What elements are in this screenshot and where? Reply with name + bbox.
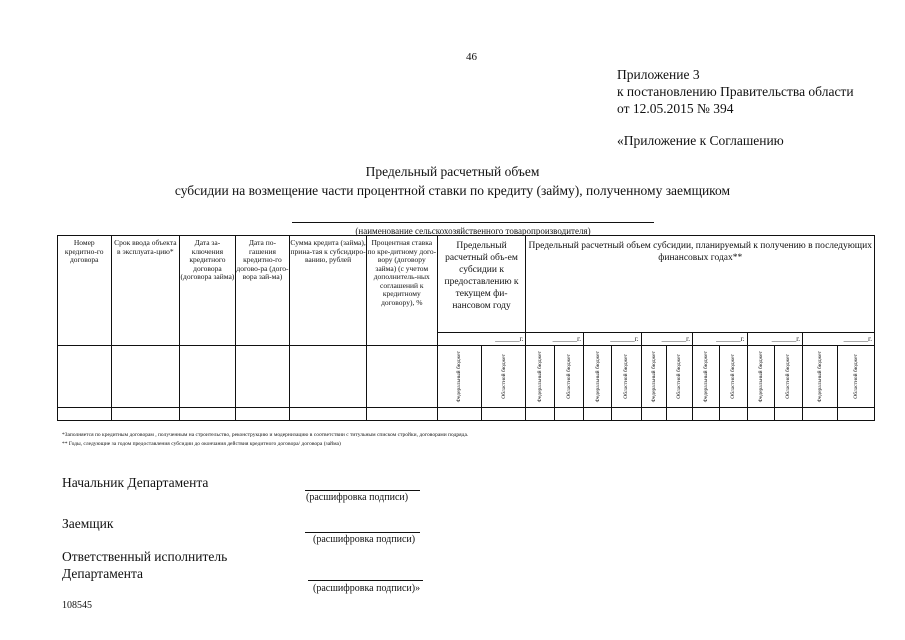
table-cell	[554, 408, 583, 421]
footnote-2: ** Годы, следующие за годом предоставления субсидии до окончания действия кредитного договора/ договора (займа)	[62, 441, 341, 447]
year-cell-5: _______г.	[747, 333, 803, 346]
federal-budget-label: Федеральный бюджет	[537, 350, 544, 403]
budget-regional-cell	[838, 346, 875, 408]
current-year-header: Предельный расчетный объ-ем субсидии к предоставлению к текущем фи-нансовом году	[437, 236, 526, 333]
budget-federal-cell	[747, 346, 774, 408]
table-cell	[290, 346, 367, 408]
regional-budget-label: Областной бюджет	[785, 354, 792, 399]
table-cell	[111, 408, 180, 421]
budget-regional-cell	[666, 346, 692, 408]
executor-line-2: Департамента	[62, 566, 144, 581]
year-cell-current: _______г.	[437, 333, 526, 346]
table-cell	[584, 408, 612, 421]
col-header-repayment-date: Дата по-гашения кредитно-го догово-ра (дого-вора зай-ма)	[235, 236, 290, 346]
regional-budget-label: Областной бюджет	[730, 354, 737, 399]
subsidy-table	[57, 235, 875, 421]
table-cell	[180, 346, 236, 408]
document-code: 108545	[62, 600, 92, 611]
table-cell	[803, 408, 838, 421]
signature-head-label: Начальник Департамента	[62, 475, 209, 490]
budget-regional-cell	[482, 346, 526, 408]
table-cell	[366, 346, 437, 408]
page-number: 46	[466, 51, 477, 63]
signature-executor-label	[62, 548, 227, 582]
table-cell	[235, 408, 290, 421]
col-header-conclusion-date: Дата за-ключения кредитного договора (договора займа)	[180, 236, 236, 346]
federal-budget-label: Федеральный бюджет	[817, 350, 824, 403]
federal-budget-label: Федеральный бюджет	[757, 350, 764, 403]
table-cell	[526, 408, 554, 421]
regional-budget-label: Областной бюджет	[500, 354, 507, 399]
table-cell	[747, 408, 774, 421]
regional-budget-label: Областной бюджет	[676, 354, 683, 399]
table-empty-row	[58, 408, 875, 421]
future-years-header: Предельный расчетный объем субсидии, планируемый к получению в последующих финансовых годах**	[526, 236, 875, 333]
budget-federal-cell	[526, 346, 554, 408]
table-cell	[774, 408, 802, 421]
table-cell	[235, 346, 290, 408]
appendix-line-3: от 12.05.2015 № 394	[617, 101, 734, 116]
document-title-line-2: субсидии на возмещение части процентной ставки по кредиту (займу), полученному заемщиком	[174, 183, 731, 198]
table-cell	[290, 408, 367, 421]
year-cell-6: _______г.	[803, 333, 875, 346]
signature-decode-head: (расшифровка подписи)	[306, 492, 409, 503]
regional-budget-label: Областной бюджет	[853, 354, 860, 399]
federal-budget-label: Федеральный бюджет	[594, 350, 601, 403]
table-cell	[612, 408, 641, 421]
appendix-line-2: к постановлению Правительства области	[617, 84, 854, 99]
year-cell-1: _______г.	[526, 333, 584, 346]
table-cell	[693, 408, 720, 421]
table-cell	[720, 408, 747, 421]
agreement-reference: «Приложение к Соглашению	[617, 133, 784, 148]
budget-regional-cell	[554, 346, 583, 408]
regional-budget-label: Областной бюджет	[623, 354, 630, 399]
appendix-header	[617, 66, 854, 117]
signature-decode-borrower: (расшифровка подписи)	[313, 534, 416, 545]
table-cell	[111, 346, 180, 408]
col-header-commissioning-date: Срок ввода объекта в эксплуата-цию*	[111, 236, 180, 346]
budget-federal-cell	[641, 346, 666, 408]
year-cell-4: _______г.	[693, 333, 748, 346]
footnote-1: *Заполняется по кредитным договорам , полученным на строительство, реконструкцию и модернизацию в соответствии с титульным списком стройки, договорами подряда.	[62, 432, 469, 438]
signature-borrower-label: Заемщик	[62, 516, 114, 531]
col-header-loan-amount: Сумма кредита (займа), прина-тая к субсидиро-ванию, рублей	[290, 236, 367, 346]
signature-line-executor	[308, 580, 423, 581]
budget-regional-cell	[720, 346, 747, 408]
budget-federal-cell	[437, 346, 481, 408]
signature-line-borrower	[305, 532, 420, 533]
budget-federal-cell	[803, 346, 838, 408]
federal-budget-label: Федеральный бюджет	[456, 350, 463, 403]
table-cell	[180, 408, 236, 421]
table-cell	[366, 408, 437, 421]
table-cell	[482, 408, 526, 421]
year-cell-2: _______г.	[584, 333, 642, 346]
table-header-row	[58, 236, 875, 333]
document-title-line-1: Предельный расчетный объем	[365, 164, 540, 179]
table-cell	[58, 408, 112, 421]
federal-budget-label: Федеральный бюджет	[703, 350, 710, 403]
year-cell-3: _______г.	[641, 333, 692, 346]
table-cell	[641, 408, 666, 421]
appendix-line-1: Приложение 3	[617, 67, 700, 82]
budget-regional-cell	[612, 346, 641, 408]
budget-federal-cell	[584, 346, 612, 408]
producer-name-line	[292, 222, 654, 223]
federal-budget-label: Федеральный бюджет	[650, 350, 657, 403]
regional-budget-label: Областной бюджет	[565, 354, 572, 399]
budget-federal-cell	[693, 346, 720, 408]
table-budget-row	[58, 346, 875, 408]
executor-line-1: Ответственный исполнитель	[62, 549, 228, 564]
col-header-contract-number: Номер кредитно-го договора	[58, 236, 112, 346]
table-cell	[666, 408, 692, 421]
table-cell	[58, 346, 112, 408]
signature-decode-executor: (расшифровка подписи)»	[313, 583, 421, 594]
col-header-interest-rate: Процентная ставка по кре-дитному дого-вору (договору займа) (с учетом дополнитель-ных соглашений к кредитному договору), %	[366, 236, 437, 346]
budget-regional-cell	[774, 346, 802, 408]
table-cell	[437, 408, 481, 421]
table-cell	[838, 408, 875, 421]
signature-line-head	[305, 490, 420, 491]
producer-name-label: (наименование сельскохозяйственного товаропроизводителя)	[355, 226, 591, 236]
